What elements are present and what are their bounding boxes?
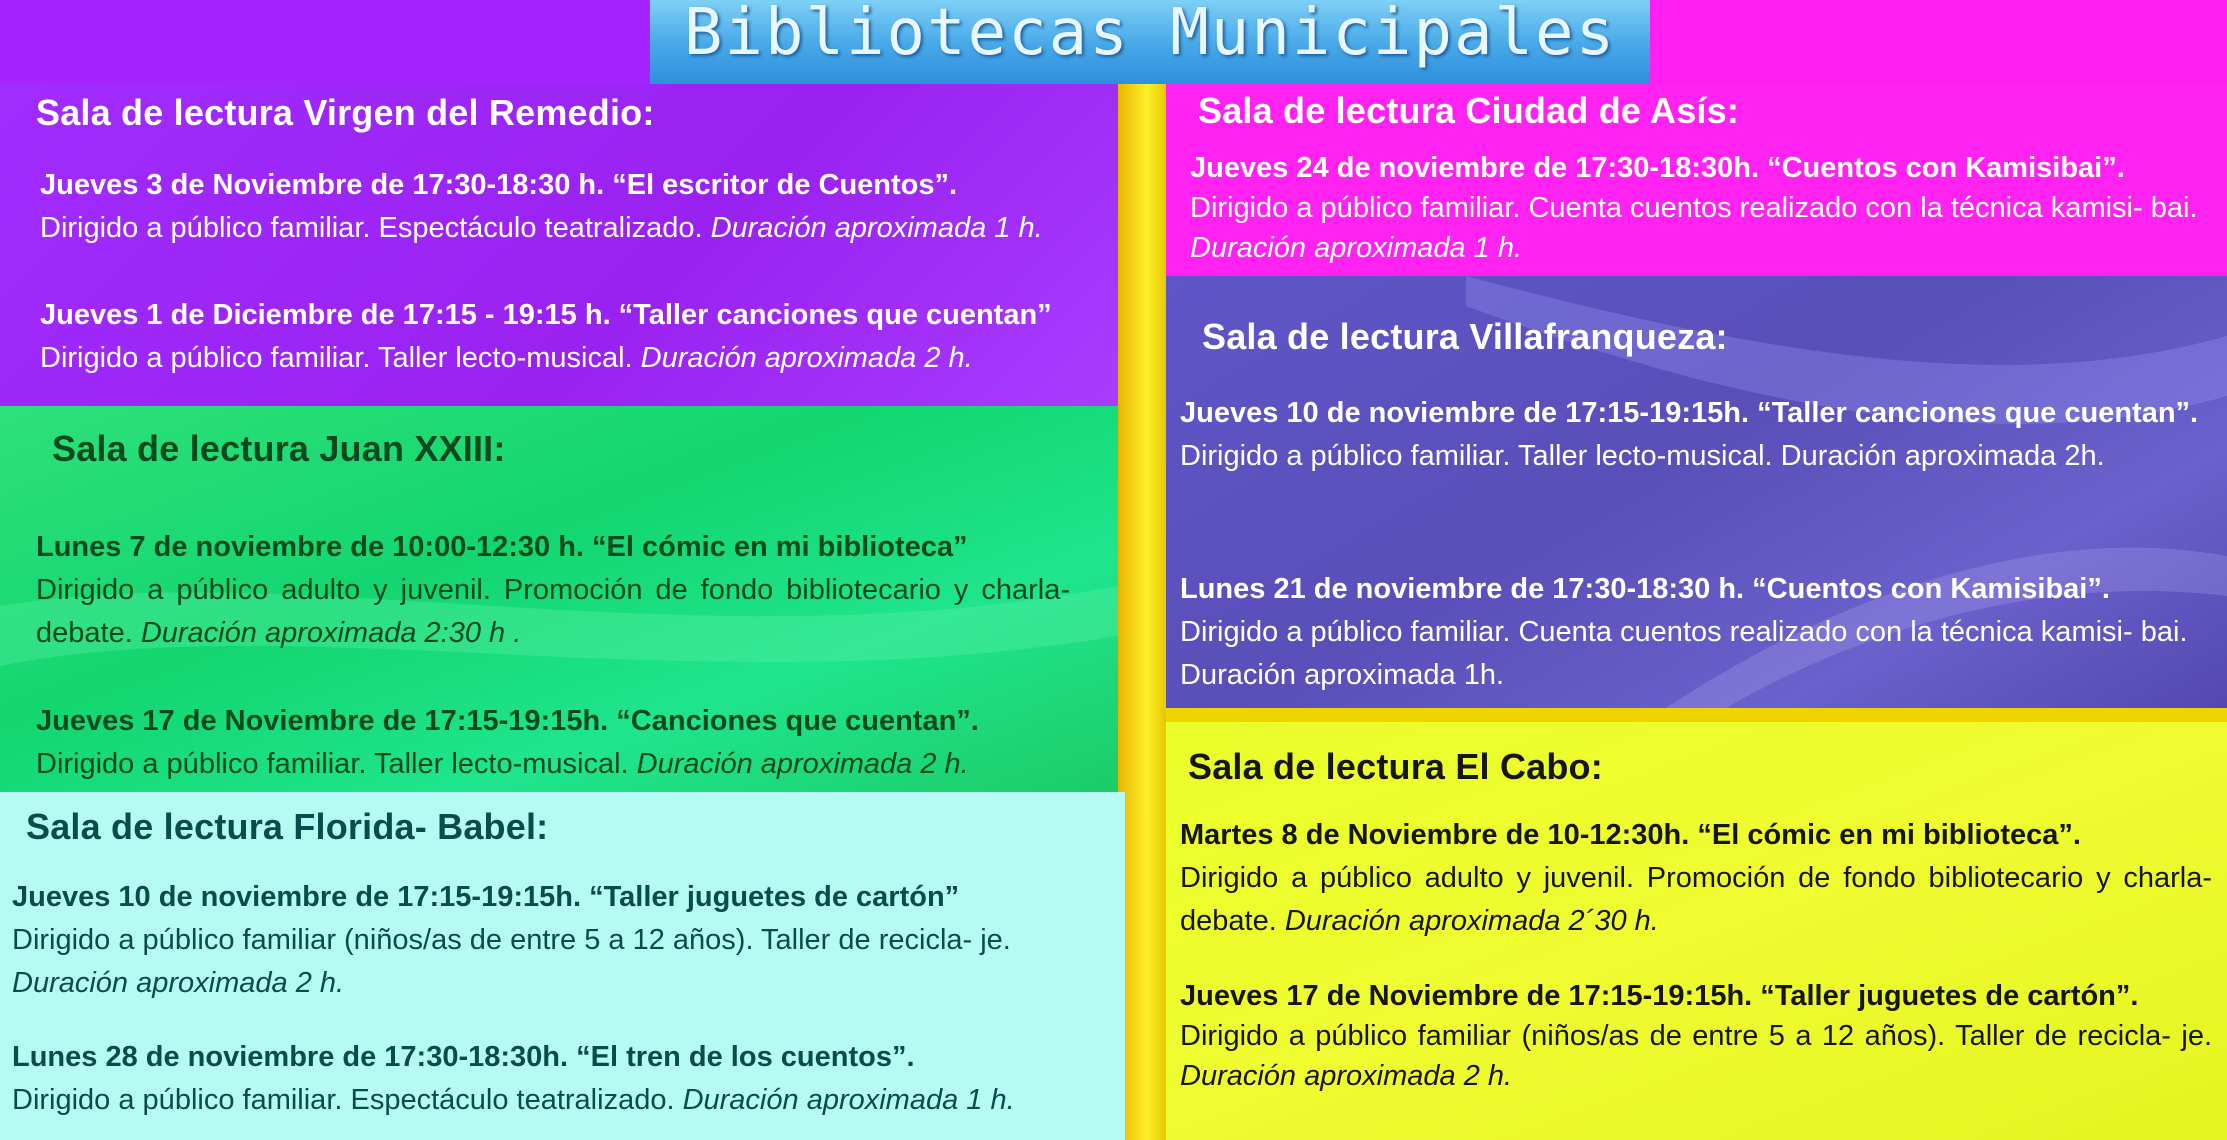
section-heading: Sala de lectura Florida- Babel: xyxy=(26,806,549,847)
event-description: Dirigido a público familiar (niños/as de entre 5 a 12 años). Taller de recicla- je. Duración aproximada 2 h. xyxy=(1180,1020,2212,1092)
event-item xyxy=(12,1036,1102,1122)
event-item xyxy=(36,526,1070,655)
event-title: Jueves 3 de Noviembre de 17:30-18:30 h. “El escritor de Cuentos”. xyxy=(40,169,958,201)
event-description: Dirigido a público familiar. Taller lecto-musical. Duración aproximada 2 h. xyxy=(40,342,973,374)
event-title: Jueves 10 de noviembre de 17:15-19:15h. “Taller canciones que cuentan”. xyxy=(1180,397,2199,429)
page-title: Bibliotecas Municipales xyxy=(683,0,1617,70)
section-heading: Sala de lectura Virgen del Remedio: xyxy=(36,92,655,133)
event-item xyxy=(40,164,1100,250)
yellow-divider-stripe xyxy=(1118,84,1166,1140)
section-heading: Sala de lectura Ciudad de Asís: xyxy=(1198,90,1740,131)
event-description: Dirigido a público familiar. Cuenta cuentos realizado con la técnica kamisi- bai. Duración aproximada 1h. xyxy=(1180,616,2188,691)
section-juan-xxiii xyxy=(0,406,1118,792)
magenta-top-background xyxy=(1650,0,2227,84)
event-duration: Duración aproximada 1 h. xyxy=(682,1084,1015,1116)
event-title: Jueves 24 de noviembre de 17:30-18:30h. “Cuentos con Kamisibai”. xyxy=(1190,152,2125,184)
event-description: Dirigido a público familiar (niños/as de entre 5 a 12 años). Taller de recicla- je. Duración aproximada 2 h. xyxy=(12,924,1011,999)
section-florida-babel xyxy=(0,792,1125,1140)
event-item xyxy=(1180,976,2212,1096)
event-description: Dirigido a público adulto y juvenil. Promoción de fondo bibliotecario y charla-debate. Duración aproximada 2´30 h. xyxy=(1180,862,2212,937)
section-ciudad-de-asis xyxy=(1166,84,2227,276)
event-title: Jueves 17 de Noviembre de 17:15-19:15h. “Canciones que cuentan”. xyxy=(36,705,979,737)
event-item xyxy=(1180,568,2212,697)
title-banner xyxy=(650,0,1650,84)
section-villafranqueza xyxy=(1166,276,2227,708)
event-duration: Duración aproximada 2 h. xyxy=(640,342,973,374)
event-duration: Duración aproximada 2:30 h . xyxy=(140,617,522,649)
purple-top-background xyxy=(0,0,650,84)
event-title: Jueves 17 de Noviembre de 17:15-19:15h. “Taller juguetes de cartón”. xyxy=(1180,980,2139,1012)
event-description: Dirigido a público familiar. Espectáculo teatralizado. Duración aproximada 1 h. xyxy=(40,212,1043,244)
event-duration: Duración aproximada 2 h. xyxy=(12,967,345,999)
event-item xyxy=(1190,148,2200,268)
event-duration: Duración aproximada 2´30 h. xyxy=(1284,905,1659,937)
section-virgen-del-remedio xyxy=(0,84,1118,406)
event-duration: Duración aproximada 2 h. xyxy=(636,748,969,780)
event-description: Dirigido a público familiar. Taller lecto-musical. Duración aproximada 2h. xyxy=(1180,440,2105,472)
event-item xyxy=(1180,392,2212,478)
event-duration: Duración aproximada 2 h. xyxy=(1180,1060,1513,1092)
event-title: Lunes 7 de noviembre de 10:00-12:30 h. “El cómic en mi biblioteca” xyxy=(36,531,968,563)
section-heading: Sala de lectura Villafranqueza: xyxy=(1202,316,1728,357)
event-description: Dirigido a público adulto y juvenil. Promoción de fondo bibliotecario y charla-debate. Duración aproximada 2:30 h . xyxy=(36,574,1070,649)
section-el-cabo xyxy=(1166,722,2227,1140)
event-duration: Duración aproximada 1 h. xyxy=(1190,232,1523,264)
section-heading: Sala de lectura El Cabo: xyxy=(1188,746,1603,787)
event-title: Jueves 1 de Diciembre de 17:15 - 19:15 h. “Taller canciones que cuentan” xyxy=(40,299,1052,331)
event-description: Dirigido a público familiar. Espectáculo teatralizado. Duración aproximada 1 h. xyxy=(12,1084,1015,1116)
event-title: Jueves 10 de noviembre de 17:15-19:15h. “Taller juguetes de cartón” xyxy=(12,881,960,913)
event-title: Lunes 28 de noviembre de 17:30-18:30h. “El tren de los cuentos”. xyxy=(12,1041,915,1073)
event-item xyxy=(40,294,1100,380)
event-title: Martes 8 de Noviembre de 10-12:30h. “El cómic en mi biblioteca”. xyxy=(1180,819,2081,851)
event-title: Lunes 21 de noviembre de 17:30-18:30 h. “Cuentos con Kamisibai”. xyxy=(1180,573,2110,605)
event-description: Dirigido a público familiar. Cuenta cuentos realizado con la técnica kamisi- bai. Duración aproximada 1 h. xyxy=(1190,192,2198,264)
event-item xyxy=(12,876,1032,1005)
event-item xyxy=(1180,814,2212,943)
event-description: Dirigido a público familiar. Taller lecto-musical. Duración aproximada 2 h. xyxy=(36,748,969,780)
event-item xyxy=(36,700,1096,786)
event-duration: Duración aproximada 1 h. xyxy=(710,212,1043,244)
section-heading: Sala de lectura Juan XXIII: xyxy=(52,428,506,469)
